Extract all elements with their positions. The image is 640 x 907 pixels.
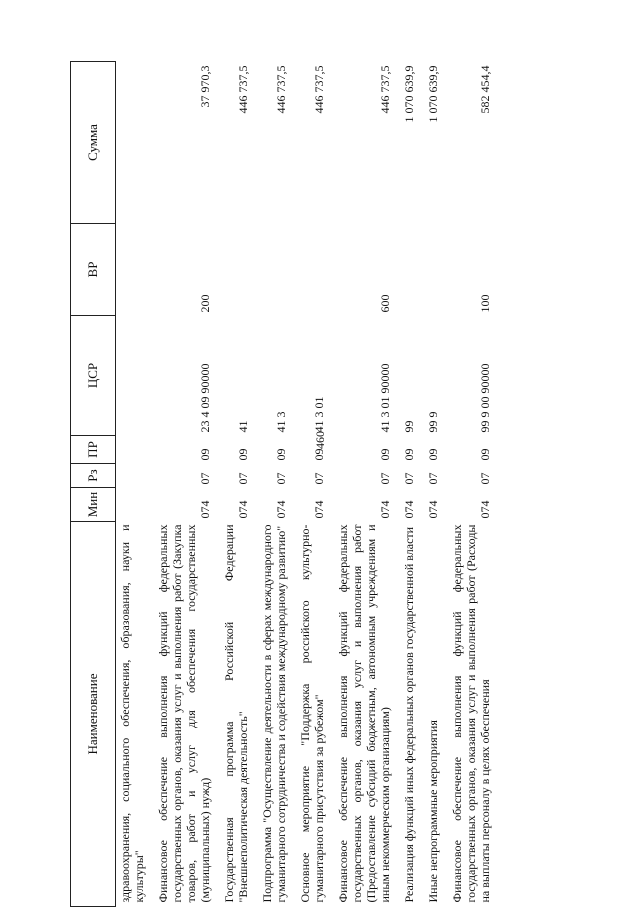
row-pr [116, 436, 155, 464]
table-row [424, 62, 448, 907]
row-min: 074 [312, 500, 326, 519]
table-row [154, 62, 220, 907]
row-rz: 07 [402, 472, 416, 485]
row-sum: 446 737,5 [274, 65, 288, 114]
header-rz: Рз [71, 464, 116, 488]
budget-table-wrapper [70, 62, 580, 907]
row-sum: 446 737,5 [312, 65, 326, 114]
row-name: здравоохранения, социального обеспечения, образования, науки и культуры" [118, 524, 146, 903]
row-csr: 41 [236, 420, 250, 433]
row-sum [116, 62, 155, 224]
row-name: Иные непрограммные мероприятия [426, 720, 440, 903]
row-vr: 600 [378, 294, 392, 313]
row-csr: 41 3 [274, 411, 288, 433]
header-name: Наименование [71, 522, 116, 907]
table-row [258, 62, 296, 907]
row-csr [116, 316, 155, 436]
row-name: Основное мероприятие "Поддержка российского культурно-гуманитарного присутствия за рубежом" [298, 524, 326, 903]
row-min: 074 [402, 500, 416, 519]
row-name: Финансовое обеспечение выполнения функций федеральных государственных органов, оказания услуг и выполнения работ (Закупка товаров, работ и услуг для обеспечения государственных (муниципальных) нужд) [156, 524, 212, 903]
row-vr [220, 224, 258, 316]
row-name: Государственная программа Российской Федерации "Внешнеполитическая деятельность" [222, 524, 250, 903]
row-min: 074 [478, 500, 492, 519]
row-csr: 23 4 09 90000 [198, 363, 212, 433]
row-csr: 41 3 01 90000 [378, 363, 392, 433]
header-pr: ПР [71, 436, 116, 464]
row-pr: 09 [378, 448, 392, 461]
row-vr: 100 [478, 294, 492, 313]
row-vr: 200 [198, 294, 212, 313]
header-sum: Сумма [71, 62, 116, 224]
row-vr [400, 224, 424, 316]
row-min [116, 488, 155, 522]
row-name: Реализация функций иных федеральных органов государственной власти [402, 526, 416, 903]
row-rz: 07 [274, 472, 288, 485]
row-vr [296, 224, 334, 316]
budget-table [70, 61, 500, 907]
row-sum: 37 970,3 [198, 65, 212, 108]
row-csr: 99 [402, 420, 416, 433]
row-min: 074 [198, 500, 212, 519]
row-min: 074 [274, 500, 288, 519]
row-rz: 07 [312, 472, 326, 485]
row-min: 074 [426, 500, 440, 519]
row-pr: 09 [426, 448, 440, 461]
header-csr: ЦСР [71, 316, 116, 436]
row-min: 074 [236, 500, 250, 519]
row-pr: 09 [274, 448, 288, 461]
row-name: Финансовое обеспечение выполнения функций федеральных государственных органов, оказания услуг и выполнения работ (Предоставление субсидий бюджетным, автономным учреждениям и иным некоммерческим организациям) [336, 524, 392, 903]
row-pr: 09 [402, 448, 416, 461]
header-min: Мин [71, 488, 116, 522]
table-row [296, 62, 334, 907]
row-rz: 07 [426, 472, 440, 485]
table-row [448, 62, 500, 907]
row-pr: 09 [478, 448, 492, 461]
row-rz: 07 [478, 472, 492, 485]
table-row [220, 62, 258, 907]
row-pr: 09 [312, 448, 326, 461]
table-row [400, 62, 424, 907]
row-sum: 1 070 639,9 [402, 65, 416, 123]
row-rz: 07 [378, 472, 392, 485]
row-sum: 582 454,4 [478, 65, 492, 114]
row-vr [116, 224, 155, 316]
row-sum: 446 737,5 [236, 65, 250, 114]
row-csr: 99 9 00 90000 [478, 363, 492, 433]
table-row [116, 62, 155, 907]
row-sum: 1 070 639,9 [426, 65, 440, 123]
table-header-row [71, 62, 116, 907]
row-name: Подпрограмма "Осуществление деятельности в сферах международного гуманитарного сотрудничества и содействия международному развитию" [260, 524, 288, 903]
row-min: 074 [378, 500, 392, 519]
row-rz: 07 [198, 472, 212, 485]
row-csr: 41 3 01 [312, 396, 326, 433]
row-rz: 07 [236, 472, 250, 485]
row-rz [116, 464, 155, 488]
header-vr: ВР [71, 224, 116, 316]
row-sum: 446 737,5 [378, 65, 392, 114]
row-vr [424, 224, 448, 316]
page-number: 460 [313, 431, 327, 449]
row-pr: 09 [198, 448, 212, 461]
row-pr: 09 [236, 448, 250, 461]
row-csr: 99 9 [426, 411, 440, 433]
row-vr [258, 224, 296, 316]
row-name: Финансовое обеспечение выполнения функций федеральных государственных органов, оказания услуг и выполнения работ (Расходы на выплаты персоналу в целях обеспечения [450, 524, 492, 903]
rotated-table-area [70, 62, 580, 907]
table-row [334, 62, 400, 907]
